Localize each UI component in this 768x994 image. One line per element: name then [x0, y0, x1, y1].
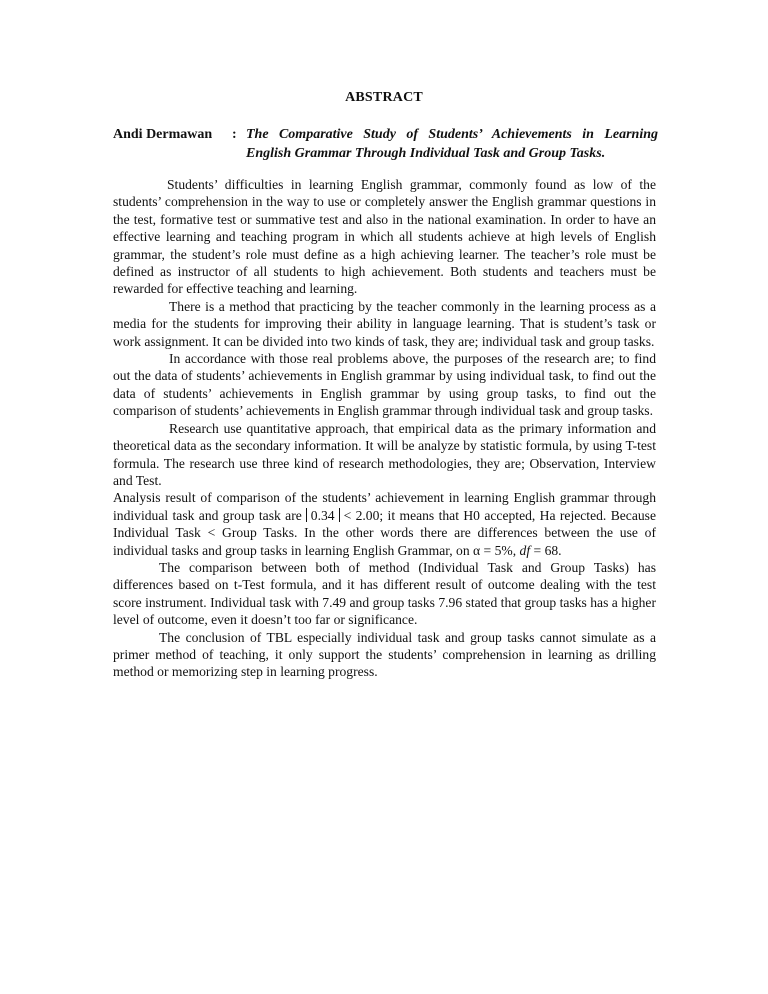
- analysis-text-part2: < 2.00; it means that H0 accepted, Ha rejected. Because Individual Task < Group Tasks. In the other words there are differences between the use of individual tasks and group tasks in learning English Grammar, on α = 5%,: [113, 507, 656, 558]
- abstract-body: [113, 176, 656, 681]
- abstract-title: ABSTRACT: [345, 90, 423, 105]
- absolute-value-bar-left: [306, 508, 307, 522]
- author-name: Andi Dermawan: [113, 127, 213, 142]
- analysis-text-part1: Analysis result of comparison of the students’ achievement in learning English grammar through individual task and group task are: [113, 490, 656, 523]
- study-title: The Comparative Study of Students’ Achievements in Learning English Grammar Through Individual Task and Group Tasks.: [246, 127, 658, 161]
- paragraph-background: Students’ difficulties in learning English grammar, commonly found as low of the students’ comprehension in the way to use or completely answer the English grammar questions in the test, formative test or summative test and also in the national examination. In order to have an effective learning and teaching program in which all students achieve at high levels of English grammar, the student’s role must define as a high achieving learner. The teacher’s role must be defined as instructor of all students to high achievement. Both students and teachers must be rewarded for effective teaching and learning.: [113, 177, 656, 297]
- paragraph-purposes: In accordance with those real problems above, the purposes of the research are; to find out the data of students’ achievements in English grammar by using individual task, to find out the data of students’ achievements in English grammar by using group tasks, to find out the comparison of students’ achievements in English grammar through individual task and group tasks.: [113, 351, 656, 419]
- analysis-text-part3: = 68.: [533, 542, 562, 558]
- t-value: 0.34: [310, 507, 335, 523]
- absolute-value-bar-right: [339, 508, 340, 522]
- df-label: df: [519, 542, 531, 558]
- paragraph-method: There is a method that practicing by the teacher commonly in the learning process as a media for the students for improving their ability in language learning. That is student’s task or work assignment. It can be divided into two kinds of task, they are; individual task and group tasks.: [113, 298, 656, 349]
- paragraph-comparison: The comparison between both of method (Individual Task and Group Tasks) has differences based on t-Test formula, and it has different result of outcome dealing with the test score instrument. Individual task with 7.49 and group tasks 7.96 stated that group tasks has a higher level of outcome, even it doesn’t too far or significance.: [113, 559, 656, 628]
- paragraph-conclusion: The conclusion of TBL especially individual task and group tasks cannot simulate as a primer method of teaching, it only support the students’ comprehension in learning as drilling method or memorizing step in learning progress.: [113, 629, 656, 680]
- paragraph-approach: Research use quantitative approach, that empirical data as the primary information and theoretical data as the secondary information. It will be analyze by statistic formula, by using T-test formula. The research use three kind of research methodologies, they are; Observation, Interview and Test.: [113, 420, 656, 488]
- paragraph-analysis-result: [113, 489, 656, 559]
- header-separator: :: [232, 127, 237, 142]
